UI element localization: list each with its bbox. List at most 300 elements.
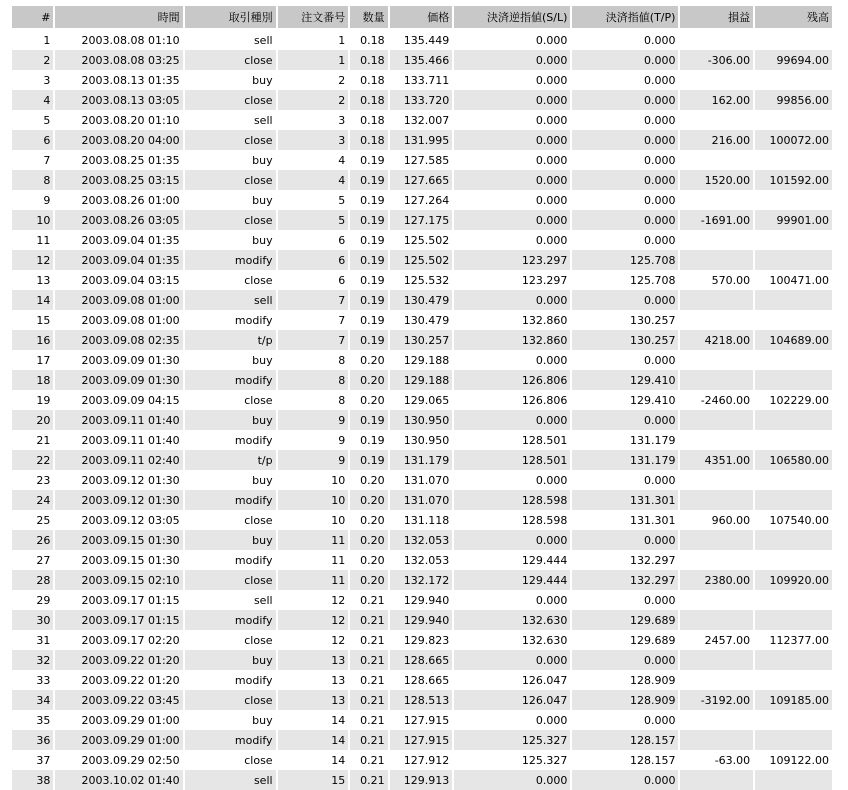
col-sl-cell: 0.000 (454, 290, 570, 310)
col-price-cell: 129.913 (390, 770, 453, 790)
col-time-cell: 2003.09.04 01:35 (81, 233, 180, 247)
col-type-cell: sell (253, 593, 273, 607)
col-balance-cell (755, 290, 832, 310)
col-sl-cell: 0.000 (454, 650, 570, 670)
col-time-cell: 2003.09.15 02:10 (55, 570, 182, 590)
col-index-cell: 33 (36, 673, 51, 687)
col-price-cell: 127.912 (403, 753, 450, 767)
col-balance-cell: 100471.00 (769, 273, 829, 287)
col-balance-cell (755, 730, 832, 750)
col-profit-cell (680, 310, 753, 330)
table-row (12, 730, 832, 750)
col-tp-cell: 0.000 (572, 90, 678, 110)
col-size-cell: 0.19 (350, 250, 387, 270)
col-index-cell: 26 (12, 530, 53, 550)
col-profit-cell (680, 430, 753, 450)
table-row (12, 90, 832, 110)
table-row (12, 110, 832, 130)
col-price-cell: 127.264 (403, 193, 450, 207)
col-profit-cell: 2380.00 (680, 570, 753, 590)
col-sl-cell: 132.860 (521, 313, 568, 327)
col-balance-cell (755, 150, 832, 170)
table-row (12, 210, 832, 230)
col-balance-cell: 99856.00 (755, 90, 832, 110)
col-order-cell: 8 (338, 393, 346, 407)
col-profit-cell: -2460.00 (700, 393, 751, 407)
col-price-cell: 127.175 (390, 210, 453, 230)
col-balance-cell: 109122.00 (769, 753, 829, 767)
col-type-cell: buy (252, 473, 273, 487)
col-profit-cell: 162.00 (680, 90, 753, 110)
col-tp-cell: 0.000 (643, 353, 676, 367)
col-sl-cell: 0.000 (535, 153, 568, 167)
col-profit-cell: 216.00 (680, 130, 753, 150)
col-time-cell: 2003.08.25 01:35 (81, 153, 180, 167)
col-order-cell: 14 (331, 753, 346, 767)
col-tp-cell: 0.000 (643, 33, 676, 47)
col-profit-cell (680, 290, 753, 310)
col-sl-cell: 0.000 (454, 770, 570, 790)
col-tp-cell: 0.000 (572, 50, 678, 70)
col-tp-cell: 0.000 (572, 650, 678, 670)
col-index-cell: 34 (12, 690, 53, 710)
col-price-cell: 127.585 (403, 153, 450, 167)
col-type-cell: buy (252, 233, 273, 247)
col-profit-cell (680, 230, 753, 250)
col-balance-cell: 104689.00 (755, 330, 832, 350)
col-index-cell: 12 (12, 250, 53, 270)
col-time-cell: 2003.09.11 01:40 (81, 433, 180, 447)
col-sl-cell: 0.000 (454, 170, 570, 190)
col-price-cell: 130.950 (390, 410, 453, 430)
col-price-cell: 130.479 (403, 313, 450, 327)
col-price-cell: 125.502 (403, 233, 450, 247)
col-order-cell: 3 (338, 113, 346, 127)
col-time-cell: 2003.10.02 01:40 (55, 770, 182, 790)
col-profit-cell (680, 550, 753, 570)
table-row (12, 250, 832, 270)
col-index-cell: 38 (12, 770, 53, 790)
col-sl-cell: 128.501 (521, 433, 568, 447)
col-order-cell: 2 (278, 90, 349, 110)
col-price-cell: 133.711 (403, 73, 450, 87)
col-index-cell: 37 (36, 753, 51, 767)
col-type-cell: sell (185, 290, 276, 310)
col-balance-cell: 102229.00 (769, 393, 829, 407)
col-index-cell: 23 (36, 473, 51, 487)
col-balance-cell: 99901.00 (755, 210, 832, 230)
col-time-cell: 2003.09.08 01:00 (81, 313, 180, 327)
col-size-cell: 0.18 (360, 113, 385, 127)
col-type-cell: close (244, 753, 273, 767)
col-price-cell: 127.665 (390, 170, 453, 190)
col-balance-cell: 99694.00 (755, 50, 832, 70)
col-balance-cell: 100072.00 (755, 130, 832, 150)
col-index-cell: 8 (12, 170, 53, 190)
col-size-cell: 0.18 (350, 130, 387, 150)
col-profit-cell: -3192.00 (680, 690, 753, 710)
col-type-cell: buy (185, 410, 276, 430)
col-size-cell: 0.21 (360, 593, 385, 607)
col-tp-cell: 130.257 (629, 313, 676, 327)
col-index-cell: 14 (12, 290, 53, 310)
col-price-cell: 132.053 (390, 530, 453, 550)
col-size-cell: 0.21 (360, 673, 385, 687)
col-time-cell: 2003.09.29 01:00 (55, 730, 182, 750)
col-order-cell: 14 (278, 730, 349, 750)
col-order-cell: 10 (278, 490, 349, 510)
col-time-cell: 2003.08.26 03:05 (55, 210, 182, 230)
table-row (12, 50, 832, 70)
col-profit-cell (680, 670, 753, 690)
table-row (12, 310, 832, 330)
col-tp-cell: 129.689 (572, 610, 678, 630)
table-row (12, 350, 832, 370)
col-time-cell: 2003.08.20 04:00 (55, 130, 182, 150)
table-row (12, 670, 832, 690)
col-sl-cell: 132.860 (454, 330, 570, 350)
col-order-cell: 7 (338, 313, 346, 327)
col-tp-cell: 129.689 (629, 633, 676, 647)
col-tp-cell: 0.000 (572, 530, 678, 550)
col-price-cell: 127.915 (403, 713, 450, 727)
col-tp-cell: 0.000 (572, 210, 678, 230)
col-sl-cell: 0.000 (535, 593, 568, 607)
col-time-cell: 2003.09.08 02:35 (55, 330, 182, 350)
col-time-cell: 2003.09.04 03:15 (81, 273, 180, 287)
col-profit-cell: 960.00 (711, 513, 751, 527)
table-row (12, 370, 832, 390)
col-type-cell: modify (234, 433, 273, 447)
table-row (12, 750, 832, 770)
col-sl-cell: 123.297 (521, 273, 568, 287)
col-time-cell: 2003.09.22 01:20 (55, 650, 182, 670)
col-price-cell: 129.940 (390, 610, 453, 630)
col-price-cell: 125.502 (390, 250, 453, 270)
col-size-cell: 0.20 (360, 553, 385, 567)
col-order-cell: 13 (331, 673, 346, 687)
col-type-cell: sell (253, 113, 273, 127)
col-size-cell: 0.20 (350, 530, 387, 550)
col-index-cell: 11 (36, 233, 51, 247)
table-header-row (12, 6, 832, 30)
col-time-cell: 2003.08.13 03:05 (55, 90, 182, 110)
table-row (12, 190, 832, 210)
col-sl-cell: 128.598 (454, 490, 570, 510)
col-time-cell: 2003.09.04 01:35 (55, 250, 182, 270)
col-order-cell: 9 (278, 410, 349, 430)
col-index-cell: 22 (12, 450, 53, 470)
col-type-cell: close (244, 633, 273, 647)
table-row (12, 770, 832, 790)
col-sl-cell: 128.598 (521, 513, 568, 527)
col-size-cell: 0.19 (360, 193, 385, 207)
col-balance-cell (755, 670, 832, 690)
col-tp-cell: 0.000 (572, 290, 678, 310)
col-size-cell: 0.18 (350, 90, 387, 110)
col-price-cell: 132.172 (390, 570, 453, 590)
col-order-cell: 2 (338, 73, 346, 87)
col-size-cell: 0.21 (350, 610, 387, 630)
col-balance-cell (755, 650, 832, 670)
col-type-cell: modify (185, 610, 276, 630)
col-size-cell: 0.21 (350, 650, 387, 670)
table-row (12, 330, 832, 350)
col-tp-cell: 0.000 (643, 193, 676, 207)
col-tp-cell: 0.000 (643, 713, 676, 727)
col-sl-cell: 129.444 (521, 553, 568, 567)
col-time-cell: 2003.09.22 01:20 (81, 673, 180, 687)
col-balance-cell (755, 610, 832, 630)
col-time-cell: 2003.08.08 03:25 (55, 50, 182, 70)
col-index-cell: 29 (36, 593, 51, 607)
col-time-cell: 2003.09.11 02:40 (55, 450, 182, 470)
col-balance-cell (755, 710, 832, 730)
col-index-cell: 2 (12, 50, 53, 70)
col-tp-cell: 132.297 (629, 553, 676, 567)
col-index-cell: 10 (12, 210, 53, 230)
col-order-header: 注文番号 (278, 6, 349, 30)
col-time-cell: 2003.09.12 01:30 (81, 473, 180, 487)
col-price-cell: 129.188 (403, 353, 450, 367)
col-balance-cell: 109185.00 (755, 690, 832, 710)
col-size-cell: 0.19 (360, 313, 385, 327)
col-type-cell: close (185, 50, 276, 70)
col-sl-cell: 123.297 (454, 250, 570, 270)
col-index-cell: 3 (43, 73, 51, 87)
col-profit-cell: 570.00 (711, 273, 751, 287)
table-row (12, 450, 832, 470)
col-balance-cell: 107540.00 (769, 513, 829, 527)
col-index-cell: 9 (43, 193, 51, 207)
col-sl-cell: 132.630 (521, 633, 568, 647)
col-index-cell: 31 (36, 633, 51, 647)
col-price-cell: 131.070 (390, 490, 453, 510)
col-profit-cell (680, 250, 753, 270)
col-sl-cell: 125.327 (454, 730, 570, 750)
col-sl-cell: 0.000 (535, 193, 568, 207)
col-size-header: 数量 (350, 6, 387, 30)
trade-history-table (10, 6, 834, 790)
col-time-cell: 2003.09.12 01:30 (55, 490, 182, 510)
col-profit-cell: 1520.00 (680, 170, 753, 190)
col-time-cell: 2003.08.08 01:10 (81, 33, 180, 47)
col-tp-cell: 129.410 (629, 393, 676, 407)
col-tp-cell: 128.909 (629, 673, 676, 687)
col-balance-cell (755, 350, 832, 370)
col-sl-cell: 125.327 (521, 753, 568, 767)
col-size-cell: 0.19 (350, 210, 387, 230)
col-size-cell: 0.19 (350, 290, 387, 310)
col-tp-cell: 125.708 (629, 273, 676, 287)
col-index-header: # (12, 6, 53, 30)
col-index-cell: 30 (12, 610, 53, 630)
col-order-cell: 10 (331, 473, 346, 487)
col-tp-cell: 0.000 (643, 233, 676, 247)
col-price-header: 価格 (390, 6, 453, 30)
col-profit-header: 損益 (680, 6, 753, 30)
col-type-header: 取引種別 (185, 6, 276, 30)
col-index-cell: 20 (12, 410, 53, 430)
col-size-cell: 0.20 (350, 490, 387, 510)
col-size-cell: 0.20 (350, 370, 387, 390)
col-order-cell: 4 (338, 153, 346, 167)
col-size-cell: 0.21 (350, 770, 387, 790)
col-type-cell: close (244, 273, 273, 287)
col-size-cell: 0.21 (360, 753, 385, 767)
table-row (12, 610, 832, 630)
col-balance-cell (755, 370, 832, 390)
col-tp-cell: 128.157 (572, 730, 678, 750)
col-time-cell: 2003.09.12 03:05 (81, 513, 180, 527)
col-time-cell: 2003.09.08 01:00 (55, 290, 182, 310)
col-index-cell: 18 (12, 370, 53, 390)
col-balance-cell (755, 70, 832, 90)
col-type-cell: buy (252, 193, 273, 207)
col-order-cell: 8 (278, 370, 349, 390)
col-price-cell: 130.257 (390, 330, 453, 350)
table-body (12, 30, 832, 790)
col-tp-cell: 0.000 (572, 410, 678, 430)
col-tp-cell: 128.157 (629, 753, 676, 767)
col-profit-cell (680, 770, 753, 790)
col-balance-cell (755, 410, 832, 430)
col-price-cell: 131.070 (403, 473, 450, 487)
col-sl-cell: 0.000 (535, 713, 568, 727)
col-size-cell: 0.19 (350, 330, 387, 350)
table-row (12, 490, 832, 510)
col-time-cell: 2003.09.17 01:15 (81, 593, 180, 607)
table-row (12, 270, 832, 290)
col-price-cell: 132.007 (403, 113, 450, 127)
col-index-cell: 6 (12, 130, 53, 150)
col-price-cell: 129.823 (403, 633, 450, 647)
table-row (12, 430, 832, 450)
col-sl-cell: 129.444 (454, 570, 570, 590)
col-profit-cell (680, 490, 753, 510)
col-type-cell: modify (234, 313, 273, 327)
col-order-cell: 12 (331, 593, 346, 607)
col-order-cell: 10 (331, 513, 346, 527)
col-size-cell: 0.20 (350, 570, 387, 590)
col-index-cell: 7 (43, 153, 51, 167)
col-order-cell: 6 (278, 250, 349, 270)
col-time-cell: 2003.09.15 01:30 (81, 553, 180, 567)
col-order-cell: 15 (278, 770, 349, 790)
col-size-cell: 0.21 (360, 713, 385, 727)
col-type-cell: close (185, 570, 276, 590)
col-balance-cell: 109920.00 (755, 570, 832, 590)
table-row (12, 150, 832, 170)
col-tp-cell: 131.179 (572, 450, 678, 470)
col-index-cell: 35 (36, 713, 51, 727)
col-profit-cell (680, 190, 753, 210)
col-order-cell: 9 (338, 433, 346, 447)
col-profit-cell (680, 590, 753, 610)
col-order-cell: 5 (338, 193, 346, 207)
col-profit-cell (680, 610, 753, 630)
col-index-cell: 5 (43, 113, 51, 127)
col-size-cell: 0.18 (360, 33, 385, 47)
col-tp-cell: 128.909 (572, 690, 678, 710)
col-balance-header: 残高 (755, 6, 832, 30)
col-type-cell: close (185, 90, 276, 110)
col-size-cell: 0.21 (350, 730, 387, 750)
col-type-cell: buy (252, 73, 273, 87)
col-profit-cell (680, 710, 753, 730)
col-time-cell: 2003.08.20 01:10 (81, 113, 180, 127)
col-profit-cell (680, 370, 753, 390)
table-row (12, 690, 832, 710)
col-order-cell: 11 (331, 553, 346, 567)
col-sl-cell: 126.047 (521, 673, 568, 687)
col-balance-cell (755, 530, 832, 550)
table-row (12, 630, 832, 650)
col-type-cell: modify (234, 673, 273, 687)
col-type-cell: sell (185, 770, 276, 790)
col-tp-cell: 0.000 (643, 113, 676, 127)
col-price-cell: 128.665 (403, 673, 450, 687)
col-tp-cell: 0.000 (572, 170, 678, 190)
col-index-cell: 24 (12, 490, 53, 510)
col-type-cell: modify (234, 553, 273, 567)
table-row (12, 510, 832, 530)
col-balance-cell: 106580.00 (755, 450, 832, 470)
col-time-cell: 2003.08.25 03:15 (55, 170, 182, 190)
col-type-cell: modify (185, 730, 276, 750)
col-size-cell: 0.19 (360, 153, 385, 167)
col-order-cell: 6 (338, 233, 346, 247)
col-order-cell: 13 (278, 650, 349, 670)
col-size-cell: 0.19 (360, 273, 385, 287)
col-sl-cell: 132.630 (454, 610, 570, 630)
col-profit-cell (680, 410, 753, 430)
table-row (12, 570, 832, 590)
col-sl-cell: 126.806 (454, 370, 570, 390)
col-order-cell: 1 (278, 50, 349, 70)
col-size-cell: 0.19 (350, 410, 387, 430)
col-profit-cell (680, 70, 753, 90)
col-profit-cell: 2457.00 (704, 633, 751, 647)
col-profit-cell (680, 150, 753, 170)
col-price-cell: 129.940 (403, 593, 450, 607)
col-type-cell: close (185, 210, 276, 230)
col-order-cell: 7 (278, 290, 349, 310)
col-order-cell: 5 (278, 210, 349, 230)
col-price-cell: 129.065 (403, 393, 450, 407)
col-balance-cell: 112377.00 (769, 633, 829, 647)
col-price-cell: 125.532 (403, 273, 450, 287)
col-index-cell: 13 (36, 273, 51, 287)
col-time-cell: 2003.09.17 01:15 (55, 610, 182, 630)
col-type-cell: modify (185, 490, 276, 510)
col-order-cell: 8 (338, 353, 346, 367)
col-index-cell: 16 (12, 330, 53, 350)
col-sl-cell: 0.000 (454, 530, 570, 550)
col-price-cell: 129.188 (390, 370, 453, 390)
col-index-cell: 28 (12, 570, 53, 590)
col-sl-cell: 0.000 (535, 33, 568, 47)
col-tp-cell: 132.297 (572, 570, 678, 590)
col-balance-cell (755, 490, 832, 510)
col-order-cell: 13 (278, 690, 349, 710)
col-price-cell: 128.665 (390, 650, 453, 670)
col-index-cell: 36 (12, 730, 53, 750)
table-row (12, 390, 832, 410)
col-sl-cell: 0.000 (454, 410, 570, 430)
table-row (12, 170, 832, 190)
col-size-cell: 0.19 (350, 170, 387, 190)
